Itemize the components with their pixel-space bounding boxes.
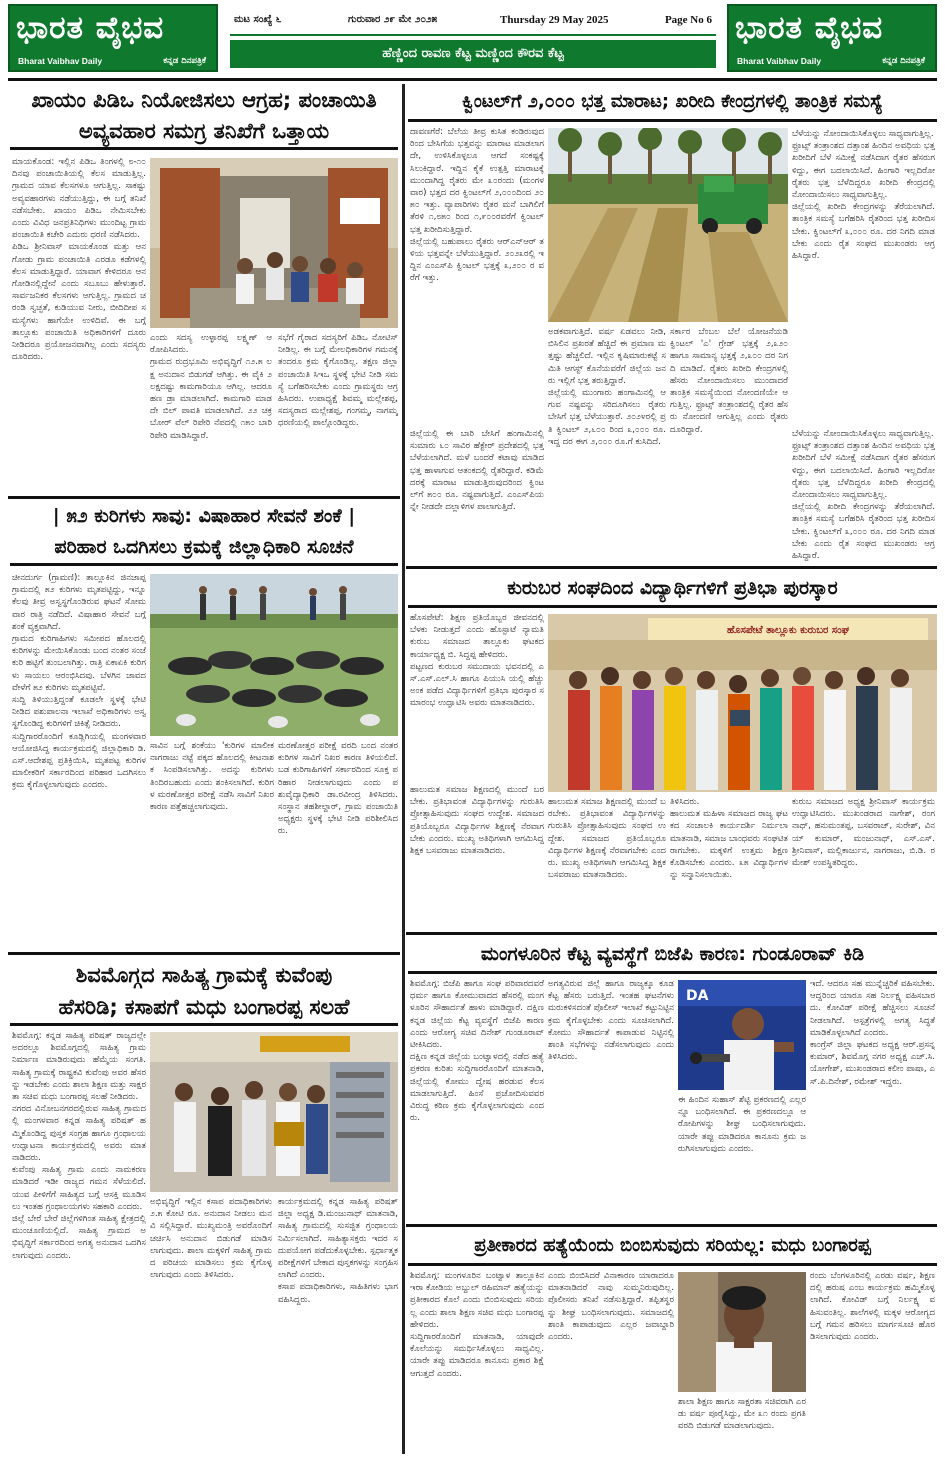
section-divider [8,496,400,499]
section-divider [406,932,937,935]
story-body: ದಾವಣಗೆರೆ: ಬೆಲೆಯ ತೀವ್ರ ಕುಸಿತ ಕಂಡಿರುವುದರಿಂದ ಬೇಸಿಗೆಯ ಭತ್ತವನ್ನು ಮಾರಾಟ ಮಾಡಲಾಗದೇ, ಉಳಿಸಿಕೊಳ್ಳಲೂ ಆಗದೆ ಸಂಕಷ್ಟಕ್ಕೆ ಸಿಲುಕಿದ್ದಾರೆ. ಇದ್ದಿನ ಕೈಕೆ ಉತ್ಪತ್ತಿ ಮಾರಾಟಕ್ಕೆ ಮುಂದಾಗಿದ್ದ ರೈತರು ಮೇ ೩೦ರಂದು (ಮಂಗಳವಾರ) ಭತ್ತದ ದರ ಕ್ವಿಂಟಲ್‌ಗೆ ೨,೦೦೦ದಿಂದ ೨೦೫೦ ಇತ್ತು. ವ್ಯಾಪಾರಿಗಳು ರೈತರ ಮನೆ ಬಾಗಿಲಿಗೆ ತೆರಳಿ ೧,೮೫೦ ರಿಂದ ೧,೯೦೦ರವರೆಗೆ ಕ್ವಿಂಟಲ್ ಭತ್ತ ಖರೀದಿಸುತ್ತಿದ್ದಾರೆ. ಜಿಲ್ಲೆಯಲ್ಲಿ ಬಹುಪಾಲು ರೈತರು ಆರ್‌ಎನ್‌ಆರ್ ತಳಿಯ ಭತ್ತವನ್ನೇ ಬೆಳೆಯುತ್ತಿದ್ದಾರೆ. ೨೦೨೩ರಲ್ಲಿ ಇದ್ದಿನ ಎಂಎಸ್‌ಪಿ ಕ್ವಿಂಟಲ್ ಭತ್ತಕ್ಕೆ ೩,೨೦೦ ರ ವರೆಗೆ ಇತ್ತು. [410,127,544,284]
story-body-continued: ಬೆಳೆಯನ್ನು ನೋಂದಾಯಿಸಿಕೊಳ್ಳಲು ಸಾಧ್ಯವಾಗುತ್ತಿಲ್ಲ. ಫ್ರೂಟ್ಸ್ ತಂತ್ರಾಂಶದ ದತ್ತಾಂಶ ಹಿಂದಿನ ಅವಧಿಯ ಭತ್ತ ಖರೀದಿಗೆ ಬೆಳೆ ಸಮೀಕ್ಷೆ ನಡೆಸಿದಾಗ ರೈತರ ಹೆಸರುಗಳಿದ್ದು, ಈಗ ಬದಲಾಯಿಸಿದೆ. ಹಿಂಗಾರಿ ಇಲ್ಲದಿರೋ ರೈತರು ಭತ್ತ ಬೆಳೆದಿದ್ದರೂ ಖರೀದಿ ಕೇಂದ್ರದಲ್ಲಿ ನೋಂದಾಯಿಸಲು ಸಾಧ್ಯವಾಗುತ್ತಿಲ್ಲ. ಜಿಲ್ಲೆಯಲ್ಲಿ ಖರೀದಿ ಕೇಂದ್ರಗಳನ್ನು ತೆರೆಯಲಾಗಿದೆ. ತಾಂತ್ರಿಕ ಸಮಸ್ಯೆ ಬಗೆಹರಿಸಿ ರೈತರಿಂದ ಭತ್ತ ಖರೀದಿಸಬೇಕು. ಕ್ವಿಂಟಲ್‌ಗೆ ೩,೦೦೦ ರೂ. ದರ ನಿಗದಿ ಮಾಡಬೇಕು ಎಂದು ರೈತ ಸಂಘದ ಮುಖಂಡರು ಆಗ್ರಹಿಸಿದ್ದಾರೆ. [792,129,935,262]
story-body-continued: ತಿಳಿಸಿದರು. ಹಾಲುಮತ ಮಹಿಳಾ ಸಮಾಜದ ರಾಜ್ಯ ಘಟಕದ ಸಂಚಾಲಕಿ ಕಾರ್ಯದರ್ಶಿ ನಿರ್ಮಲಾ ಮಾತನಾಡಿ, ಸಮಾಜ ಬಾಂಧವರು ಸಂಘಟಿತರಾಗಬೇಕು. ಮಕ್ಕಳಿಗೆ ಉತ್ತಮ ಶಿಕ್ಷಣ ಕೊಡಿಸಬೇಕು ಎಂದರು. ೩೫ ವಿದ್ಯಾರ್ಥಿಗಳನ್ನು ಸನ್ಮಾನಿಸಲಾಯಿತು. [670,797,788,881]
story-body-continued: ಅಡಕವಾಗುತ್ತಿದೆ. ವರ್ಷ ಏಡವಲು ನೀಡಿ, ಬಿಸಿಲಿನ ಪ್ರಖರತೆ ಹೆಚ್ಚಿದೆ ಈ ಪ್ರಮಾಣ ಮತ್ತಷ್ಟು ಹೆಚ್ಚಲಿದೆ. ಇಲ್ಲಿನ ಕೃಷಿಮಾರುಕಟ್ಟೆ ಸಮಿತಿ ಆಗಸ್ಟ್ ಕೊನೆಯವರೆಗೆ ಜಿಲ್ಲೆಯ ಜನರು ಇಲ್ಲಿಗೆ ಭತ್ತ ತರುತ್ತಿದ್ದಾರೆ. ಜಿಲ್ಲೆಯಲ್ಲಿ ಮುಂಗಾರು ಹಂಗಾಮಿನಲ್ಲಿ ಆಗುವ ನಷ್ಟವನ್ನು ಸರಿದೂಗಿಸಲು ರೈತರು ಬೇಸಿಗೆ ಭತ್ತ ಬೆಳೆಯುತ್ತಾರೆ. ೨೦೨೪ರಲ್ಲಿ ಪ್ರತಿ ಕ್ವಿಂಟಲ್ ೨,೬೦೦ ರಿಂದ ೩,೦೦೦ ರೂ. ಇದ್ದ ದರ ಈಗ ೨,೦೦೦ ರೂ.ಗೆ ಕುಸಿದಿದೆ. [548,327,666,447]
date-kannada: ಗುರುವಾರ ೨೯ ಮೇ ೨೦೨೫ [348,14,438,25]
logo-subtitle-en: Bharat Vaibhav Daily [737,56,822,66]
section-divider [406,1224,937,1227]
story-body-continued: ಹಾಲುಮತ ಸಮಾಜ ಶಿಕ್ಷಣದಲ್ಲಿ ಮುಂದೆ ಬರಬೇಕು. ಪ್ರತಿಭಾವಂತ ವಿದ್ಯಾರ್ಥಿಗಳನ್ನು ಗುರುತಿಸಿ ಪ್ರೋತ್ಸಾಹಿಸುವುದು ಸಂಘದ ಉದ್ದೇಶ. ಸಮಾಜದ ಪ್ರತಿಯೊಬ್ಬರೂ ವಿದ್ಯಾರ್ಥಿಗಳ ಶಿಕ್ಷಣಕ್ಕೆ ನೆರವಾಗಬೇಕು ಎಂದರು. ಮುಖ್ಯ ಅತಿಥಿಗಳಾಗಿ ಆಗಮಿಸಿದ್ದ ಶಿಕ್ಷಕ ಬಸವರಾಜು ಮಾತನಾಡಿದರು. [548,797,666,881]
masthead-divider [8,78,937,81]
story-headline: ಅವ್ಯವಹಾರ ಸಮಗ್ರ ತನಿಖೆಗೆ ಒತ್ತಾಯ [10,116,398,150]
story-body: ಹೊಸಪೇಟೆ: ಶಿಕ್ಷಣ ಪ್ರತಿಯೊಬ್ಬರ ಜೀವನದಲ್ಲಿ ಬೆಳಕು ನೀಡುತ್ತದೆ ಎಂದು ಹೊಸ್ಪಾಟೆ ನ್ಯಾಮತಿ ಕುರುಬ ಸಮಾಜದ ತಾಲ್ಲೂಕು ಘಟಕದ ಕಾರ್ಯಾಧ್ಯಕ್ಷ ಬಿ. ಸಿದ್ದಪ್ಪ ಹೇಳಿದರು. ಪಟ್ಟಣದ ಕುರುಬರ ಸಮುದಾಯ ಭವನದಲ್ಲಿ ಎಸ್.ಎಸ್.ಎಲ್.ಸಿ ಹಾಗೂ ಪಿಯುಸಿ ಯಲ್ಲಿ ಹೆಚ್ಚು ಅಂಕ ಪಡೆದ ವಿದ್ಯಾರ್ಥಿಗಳಿಗೆ ಪ್ರತಿಭಾ ಪುರಸ್ಕಾರ ಸಮಾರಂಭ ಉದ್ಘಾಟಿಸಿ ಅವರು ಮಾತನಾಡಿದರು. [410,613,544,709]
story-photo-award-ceremony [548,614,937,792]
story-headline: ಹೆಸರಿಡಿ; ಕಸಾಪಗೆ ಮಧು ಬಂಗಾರಪ್ಪ ಸಲಹೆ [10,992,398,1026]
story-body-continued: ಸರ್ಕಾರ ಬೆಂಬಲ ಬೆಲೆ ಯೋಜನೆಯಡಿ ಕ್ವಿಂಟಲ್ 'ಎ' ಗ್ರೇಡ್ ಭತ್ತಕ್ಕೆ ೨,೩೨೦ ಹಾಗೂ ಸಾಮಾನ್ಯ ಭತ್ತಕ್ಕೆ ೨,೩೦೦ ದರ ನಿಗದಿ ಮಾಡಿದೆ. ರೈತರು ಖರೀದಿ ಕೇಂದ್ರಗಳಲ್ಲಿ ಹೆಸರು ನೋಂದಾಯಿಸಲು ಮುಂದಾದರೆ ತಾಂತ್ರಿಕ ಸಮಸ್ಯೆಯಿಂದ ನೋಂದಣಿಯೇ ಆಗುತ್ತಿಲ್ಲ. ಫ್ರೂಟ್ಸ್ ತಂತ್ರಾಂಶದಲ್ಲಿ ರೈತರ ಹೆಸರು ನೋಂದಣಿ ಆಗುತ್ತಿಲ್ಲ ಎಂದು ರೈತರು ದೂರಿದ್ದಾರೆ. [670,327,788,435]
story-photo-paddy-harvest [548,128,788,322]
story-headline: ಖಾಯಂ ಪಿಡಿಒ ನಿಯೋಜಿಸಲು ಆಗ್ರಹ; ಪಂಚಾಯಿತಿ [31,88,377,112]
story-body-continued: ಹಾಲುಮತ ಸಮಾಜ ಶಿಕ್ಷಣದಲ್ಲಿ ಮುಂದೆ ಬರಬೇಕು. ಪ್ರತಿಭಾವಂತ ವಿದ್ಯಾರ್ಥಿಗಳನ್ನು ಗುರುತಿಸಿ ಪ್ರೋತ್ಸಾಹಿಸುವುದು ಸಂಘದ ಉದ್ದೇಶ. ಸಮಾಜದ ಪ್ರತಿಯೊಬ್ಬರೂ ವಿದ್ಯಾರ್ಥಿಗಳ ಶಿಕ್ಷಣಕ್ಕೆ ನೆರವಾಗಬೇಕು ಎಂದರು. ಮುಖ್ಯ ಅತಿಥಿಗಳಾಗಿ ಆಗಮಿಸಿದ್ದ ಶಿಕ್ಷಕ ಬಸವರಾಜು ಮಾತನಾಡಿದರು. [410,785,544,857]
story-photo-dead-sheep [150,574,398,736]
story-body-continued: ಸಭೆಗೆ ಗೈರಾದ ಸದಸ್ಯರಿಗೆ ಪಿಡಿಒ ನೋಟಿಸ್ ನೀಡಿಲ್ಲ. ಈ ಬಗ್ಗೆ ಮೇಲಧಿಕಾರಿಗಳ ಗಮನಕ್ಕೆ ತಂದರೂ ಕ್ರಮ ಕೈಗೊಂಡಿಲ್ಲ. ತಕ್ಷಣ ಜಿಲ್ಲಾ ಪಂಚಾಯಿತಿ ಸಿಇಒ ಸ್ಥಳಕ್ಕೆ ಭೇಟಿ ನೀಡಿ ಸಮಸ್ಯೆ ಬಗೆಹರಿಸಬೇಕು ಎಂದು ಗ್ರಾಮಸ್ಥರು ಆಗ್ರಹಿಸಿದರು. ಉಪಾಧ್ಯಕ್ಷೆ ಶಿವಮ್ಮ ಮಲ್ಲೇಶಪ್ಪ, ಸದಸ್ಯರಾದ ಮಲ್ಲೇಶಪ್ಪ, ಗಂಗಮ್ಮ, ನಾಗಮ್ಮ ಧರಣಿಯಲ್ಲಿ ಪಾಲ್ಗೊಂಡಿದ್ದರು. [278,333,398,429]
story-headline: ಪರಿಹಾರ ಒದಗಿಸಲು ಕ್ರಮಕ್ಕೆ ಜಿಲ್ಲಾಧಿಕಾರಿ ಸೂಚನೆ [10,532,398,566]
story-body-continued: ಅಗತ್ಯವಿರುವ ಜಿಲ್ಲೆ ಹಾಗೂ ರಾಜ್ಯಕ್ಕೂ ಕೂಡ ಕೆಟ್ಟ ಹೆಸರು ಬರುತ್ತಿದೆ. ಇಂತಹ ಘಟನೆಗಳು ಮರುಕಳಿಸದಂತೆ ಪೊಲೀಸ್ ಇಲಾಖೆ ಕಟ್ಟುನಿಟ್ಟಿನ ಕ್ರಮ ಕೈಗೊಳ್ಳಬೇಕು ಎಂದು ಸೂಚಿಸಲಾಗಿದೆ. ಕೋಮು ಸೌಹಾರ್ದತೆ ಕಾಪಾಡುವ ನಿಟ್ಟಿನಲ್ಲಿ ಶಾಂತಿ ಸಭೆಗಳನ್ನು ನಡೆಸಲಾಗುವುದು ಎಂದು ತಿಳಿಸಿದರು. [548,979,674,1063]
story-body-continued: ಕುರುಬ ಸಮಾಜದ ಅಧ್ಯಕ್ಷ ಶ್ರೀನಿವಾಸ್ ಕಾರ್ಯಕ್ರಮ ಉದ್ಘಾಟಿಸಿದರು. ಮುಖಂಡರಾದ ನಾಗೇಶ್, ರಂಗನಾಥ್, ಹನುಮಂತಪ್ಪ, ಬಸವರಾಜ್, ಸುರೇಶ್, ವಿನಯ್ ಕುಮಾರ್, ಮಂಜುನಾಥ್, ಎಸ್.ಎಸ್.ಶ್ರೀನಿವಾಸ್, ಮಲ್ಲಿಕಾರ್ಜುನ, ನಾಗರಾಜು, ಬಿ.ಡಿ. ರಮೇಶ್ ಉಪಸ್ಥಿತರಿದ್ದರು. [792,797,935,869]
story-body-continued: ಸಾವಿನ ಬಗ್ಗೆ ಶಂಕೆಯು 'ಕುರಿಗಳ ಮಾಲೀಕ ನಾಗರಾಜು ನಟ್ಟೆ ಪಕ್ಕದ ಹೊಲದಲ್ಲಿ ಕೀಟನಾಶಕ ಸಿಂಪಡಿಸಲಾಗಿತ್ತು. ಅದನ್ನು ಕುರಿಗಳು ತಿಂದಿರಬಹುದು ಎಂದು ಶಂಕಿಸಲಾಗಿದೆ. ಕುರಿಗಳ ಮರಣೋತ್ತರ ಪರೀಕ್ಷೆ ನಡೆಸಿ ಸಾವಿಗೆ ನಿಖರ ಕಾರಣ ಪತ್ತೆಹಚ್ಚಲಾಗುವುದು. [150,741,274,813]
newspaper-logo-right [727,4,937,72]
story-body-continued: ಕಾರ್ಯಕ್ರಮದಲ್ಲಿ ಕನ್ನಡ ಸಾಹಿತ್ಯ ಪರಿಷತ್ ಜಿಲ್ಲಾ ಅಧ್ಯಕ್ಷ ಡಿ.ಮಂಜುನಾಥ್ ಮಾತನಾಡಿ, ಸಾಹಿತ್ಯ ಗ್ರಾಮದಲ್ಲಿ ಸುಸಜ್ಜಿತ ಗ್ರಂಥಾಲಯ ನಿರ್ಮಿಸಲಾಗಿದೆ. ಸಾಹಿತ್ಯಾಸಕ್ತರು ಇದರ ಸದುಪಯೋಗ ಪಡೆದುಕೊಳ್ಳಬೇಕು. ಸ್ಪರ್ಧಾತ್ಮಕ ಪರೀಕ್ಷೆಗಳಿಗೆ ಬೇಕಾದ ಪುಸ್ತಕಗಳನ್ನು ಸಂಗ್ರಹಿಸಲಾಗಿದೆ ಎಂದರು. ಕಸಾಪ ಪದಾಧಿಕಾರಿಗಳು, ಸಾಹಿತಿಗಳು ಭಾಗವಹಿಸಿದ್ದರು. [278,1197,398,1305]
story-body: ಶಿವಮೊಗ್ಗ: ಕನ್ನಡ ಸಾಹಿತ್ಯ ಪರಿಷತ್ ರಾಜ್ಯದಲ್ಲೇ ಅದರಲ್ಲೂ ಶಿವಮೊಗ್ಗದಲ್ಲಿ ಸಾಹಿತ್ಯ ಗ್ರಾಮ ನಿರ್ಮಾಣ ಮಾಡಿರುವುದು ಹೆಮ್ಮೆಯ ಸಂಗತಿ. ಸಾಹಿತ್ಯ ಗ್ರಾಮಕ್ಕೆ ರಾಷ್ಟ್ರಕವಿ ಕುವೆಂಪು ಅವರ ಹೆಸರನ್ನು ಇಡಬೇಕು ಎಂದು ಶಾಲಾ ಶಿಕ್ಷಣ ಮತ್ತು ಸಾಕ್ಷರತಾ ಸಚಿವ ಮಧು ಬಂಗಾರಪ್ಪ ಸಲಹೆ ನೀಡಿದರು. ನಗರದ ವಿನೋಬನಗರದಲ್ಲಿರುವ ಸಾಹಿತ್ಯ ಗ್ರಾಮದಲ್ಲಿ ಮಂಗಳವಾರ ಕನ್ನಡ ಸಾಹಿತ್ಯ ಪರಿಷತ್ ಹಮ್ಮಿಕೊಂಡಿದ್ದ ಪುಸ್ತಕ ಸಂಗ್ರಹ ಹಾಗೂ ಗ್ರಂಥಾಲಯ ಉದ್ಘಾಟನಾ ಕಾರ್ಯಕ್ರಮದಲ್ಲಿ ಅವರು ಮಾತನಾಡಿದರು. ಕುವೆಂಪು ಸಾಹಿತ್ಯ ಗ್ರಾಮ ಎಂದು ನಾಮಕರಣ ಮಾಡಿದರೆ ಇಡೀ ರಾಜ್ಯದ ಗಮನ ಸೆಳೆಯಲಿದೆ. ಯುವ ಪೀಳಿಗೆಗೆ ಸಾಹಿತ್ಯದ ಬಗ್ಗೆ ಆಸಕ್ತಿ ಮೂಡಿಸಲು ಇಂತಹ ಗ್ರಂಥಾಲಯಗಳು ಸಹಕಾರಿ ಎಂದರು. ಜಿಲ್ಲೆ ಬೇರೆ ಬೇರೆ ಜಿಲ್ಲೆಗಳಿಗಿಂತ ಸಾಹಿತ್ಯ ಕ್ಷೇತ್ರದಲ್ಲಿ ಮುಂಚೂಣಿಯಲ್ಲಿದೆ. ಸಾಹಿತ್ಯ ಗ್ರಾಮದ ಅಭಿವೃದ್ಧಿಗೆ ಸರ್ಕಾರದಿಂದ ಅಗತ್ಯ ಅನುದಾನ ಒದಗಿಸಲಾಗುವುದು ಎಂದರು. [12,1031,146,1261]
tagline-banner: ಹೆಣ್ಣಿಂದ ರಾವಣ ಕೆಟ್ಟ ಮಣ್ಣಿಂದ ಕೌರವ ಕೆಟ್ಟ [230,40,716,68]
story-body: ಶಿವಮೊಗ್ಗ: ಬಿಜೆಪಿ ಹಾಗೂ ಸಂಘ ಪರಿವಾರದವರೆ ಧರ್ಮ ಹಾಗೂ ಕೋಮುವಾದದ ಹೆಸರಲ್ಲಿ ಮಂಗಳೂರಿನ ಸೌಹಾರ್ದತೆ ಹಾಳು ಮಾಡಿದ್ದಾರೆ. ದಕ್ಷಿಣ ಕನ್ನಡ ಜಿಲ್ಲೆಯ ಕೆಟ್ಟ ವ್ಯವಸ್ಥೆಗೆ ಬಿಜೆಪಿ ಕಾರಣ ಎಂದು ಆರೋಗ್ಯ ಸಚಿವ ದಿನೇಶ್ ಗುಂಡೂರಾವ್ ಟೀಕಿಸಿದರು. ದಕ್ಷಿಣ ಕನ್ನಡ ಜಿಲ್ಲೆಯ ಬಂಟ್ವಾಳದಲ್ಲಿ ನಡೆದ ಹತ್ಯೆ ಪ್ರಕರಣ ಕುರಿತು ಸುದ್ದಿಗಾರರೊಂದಿಗೆ ಮಾತನಾಡಿ, ಜಿಲ್ಲೆಯಲ್ಲಿ ಕೋಮು ದ್ವೇಷ ಹರಡುವ ಕೆಲಸ ಮಾಡಲಾಗುತ್ತಿದೆ. ಹಿಂಸೆ ಪ್ರಚೋದಿಸುವವರ ವಿರುದ್ಧ ಕಠಿಣ ಕ್ರಮ ಕೈಗೊಳ್ಳಲಾಗುವುದು ಎಂದರು. [410,979,544,1124]
story-body-continued: ಮರಣೋತ್ತರ ಪರೀಕ್ಷೆ ವರದಿ ಬಂದ ನಂತರ ಕುರಿಗಳ ಸಾವಿಗೆ ನಿಖರ ಕಾರಣ ತಿಳಿಯಲಿದೆ. ಬಡ ಕುರಿಗಾಹಿಗಳಿಗೆ ಸರ್ಕಾರದಿಂದ ಸೂಕ್ತ ಪರಿಹಾರ ನೀಡಲಾಗುವುದು ಎಂದು ಪಶುವೈದ್ಯಾಧಿಕಾರಿ ಡಾ.ರವೀಂದ್ರ ತಿಳಿಸಿದರು. ಸಂಸ್ಥಾನ ತಹಶೀಲ್ದಾರ್, ಗ್ರಾಮ ಪಂಚಾಯಿತಿ ಅಧ್ಯಕ್ಷರು ಸ್ಥಳಕ್ಕೆ ಭೇಟಿ ನೀಡಿ ಪರಿಶೀಲಿಸಿದರು. [278,741,398,837]
story-caption-text: ಅಭಿವೃದ್ಧಿಗೆ ಇಲ್ಲಿನ ಕಸಾಪ ಪದಾಧಿಕಾರಿಗಳು ೨.೫ ಕೋಟಿ ರೂ. ಅನುದಾನ ನೀಡಲು ಮನವಿ ಸಲ್ಲಿಸಿದ್ದಾರೆ. ಮುಖ್ಯಮಂತ್ರಿ ಅವರೊಂದಿಗೆ ಚರ್ಚಿಸಿ ಅನುದಾನ ಬಿಡುಗಡೆ ಮಾಡಿಸಲಾಗುವುದು. ಶಾಲಾ ಮಕ್ಕಳಿಗೆ ಸಾಹಿತ್ಯ ಗ್ರಾಮದ ಪರಿಚಯ ಮಾಡಿಸಲು ಕ್ರಮ ಕೈಗೊಳ್ಳಲಾಗುವುದು ಎಂದು ತಿಳಿಸಿದರು. [150,1197,272,1281]
story-body: ಶಿವಮೊಗ್ಗ: ಮಂಗಳೂರಿನ ಬಂಟ್ವಾಳ ತಾಲ್ಲೂಕಿನ ಇರಾ ಕೋಡಿಯ ಅಬ್ದುಲ್ ರಹಿಮಾನ್ ಹತ್ಯೆಯನ್ನು ಪ್ರತೀಕಾರದ ಕೊಲೆ ಎಂದು ಬಿಂಬಿಸುವುದು ಸರಿಯಲ್ಲ ಎಂದು ಶಾಲಾ ಶಿಕ್ಷಣ ಸಚಿವ ಮಧು ಬಂಗಾರಪ್ಪ ಹೇಳಿದರು. ಸುದ್ದಿಗಾರರೊಂದಿಗೆ ಮಾತನಾಡಿ, ಯಾವುದೇ ಕೊಲೆಯನ್ನು ಸಮರ್ಥಿಸಿಕೊಳ್ಳಲು ಸಾಧ್ಯವಿಲ್ಲ. ಯಾರೇ ತಪ್ಪು ಮಾಡಿದರೂ ಕಾನೂನು ಪ್ರಕಾರ ಶಿಕ್ಷೆ ಆಗುತ್ತದೆ ಎಂದರು. [410,1271,544,1379]
story-caption-text: ಎಂದು ಸದಸ್ಯ ಉಳ್ಳಾರಪ್ಪ ಲಕ್ಷ್ಮಣ್ ಆರೋಪಿಸಿದರು. ಗ್ರಾಮದ ರುದ್ರಭೂಮಿ ಅಭಿವೃದ್ಧಿಗೆ ೧೨.೫ ಲಕ್ಷ ಅನುದಾನ ಬಿಡುಗಡೆ ಆಗಿತ್ತು. ಈ ವೈಕಿ ೨ ಲಕ್ಷದಷ್ಟು ಕಾಮಗಾರಿಯೂ ಆಗಿಲ್ಲ. ಆದರೂ ಹಣ ಡ್ರಾ ಮಾಡಲಾಗಿದೆ. ಕಾಮಗಾರಿ ಮಾಡದೇ ಬಿಲ್ ಪಾವತಿ ಮಾಡಲಾಗಿದೆ. ೨೨ ಚಕ್ರ ಬೋರ್ ವೆಲ್ ರಿಪೇರಿ ನೆಪದಲ್ಲಿ ೧೫೦ ಬಾರಿ ರಿಪೇರಿ ಮಾಡಿಸಿದ್ದಾರೆ. [150,333,272,441]
logo-title: ಭಾರತ ವೈಭವ [735,10,884,46]
story-body-continued: ರಂದು ಬೆಂಗಳೂರಿನಲ್ಲಿ ಎರಡು ವರ್ಷ, ಶಿಕ್ಷಣದಲ್ಲಿ ಹರುಷ ಎಂಬ ಕಾರ್ಯಕ್ರಮ ಹಮ್ಮಿಕೊಳ್ಳಲಾಗಿದೆ. ಕೋವಿಡ್ ಬಗ್ಗೆ ನಿರ್ಲಕ್ಷ್ಯ ವಹಿಸುವಂತಿಲ್ಲ. ಶಾಲೆಗಳಲ್ಲಿ ಮಕ್ಕಳ ಆರೋಗ್ಯದ ಬಗ್ಗೆ ಗಮನ ಹರಿಸಲು ಮಾರ್ಗಸೂಚಿ ಹೊರಡಿಸಲಾಗುವುದು ಎಂದರು. [810,1271,935,1343]
story-photo-minister-press [678,980,806,1090]
logo-subtitle-kn: ಕನ್ನಡ ದಿನಪತ್ರಿಕೆ [163,56,206,66]
page-number: Page No 6 [664,14,712,26]
story-photo-minister-portrait [678,1272,806,1392]
section-divider [8,952,400,955]
story-headline: ಕುರುಬರ ಸಂಘದಿಂದ ವಿದ್ಯಾರ್ಥಿಗಳಿಗೆ ಪ್ರತಿಭಾ ಪುರಸ್ಕಾರ [408,572,937,608]
svg-text:DA: DA [686,988,709,1004]
story-headline: ಮಂಗಳೂರಿನ ಕೆಟ್ಟ ವ್ಯವಸ್ಥೆಗೆ ಬಿಜೆಪಿ ಕಾರಣ: ಗುಂಡೂರಾವ್ ಕಿಡಿ [408,938,937,974]
column-divider [402,84,405,1454]
issue-number: ಮಟ ಸಂಖ್ಯೆ ೬ [234,14,282,25]
newspaper-logo-left [8,4,218,72]
story-headline: ಶಿವಮೊಗ್ಗದ ಸಾಹಿತ್ಯ ಗ್ರಾಮಕ್ಕೆ ಕುವೆಂಪು [75,963,333,987]
story-headline: ಪ್ರತೀಕಾರದ ಹತ್ಯೆಯೆಂದು ಬಿಂಬಿಸುವುದು ಸರಿಯಲ್ಲ: ಮಧು ಬಂಗಾರಪ್ಪ [408,1230,937,1266]
masthead [8,4,937,74]
story-photo-library-inauguration [150,1032,398,1192]
story-body-continued: ಇದೆ. ಆದರೂ ಸಹ ಮುನ್ನೆಚ್ಚರಿಕೆ ವಹಿಸಬೇಕು. ಆದ್ದರಿಂದ ಯಾರೂ ಸಹ ನಿರ್ಲಕ್ಷ್ಯ ವಹಿಸಬಾರದು. ಕೋವಿಡ್ ಪರೀಕ್ಷೆ ಹೆಚ್ಚಿಸಲು ಸೂಚನೆ ನೀಡಲಾಗಿದೆ. ಆಸ್ಪತ್ರೆಗಳಲ್ಲಿ ಅಗತ್ಯ ಸಿದ್ಧತೆ ಮಾಡಿಕೊಳ್ಳಲಾಗಿದೆ ಎಂದರು. ಕಾಂಗ್ರೆಸ್ ಜಿಲ್ಲಾ ಘಟಕದ ಅಧ್ಯಕ್ಷ ಆರ್.ಪ್ರಸನ್ನ ಕುಮಾರ್, ಶಿವಮೊಗ್ಗ ನಗರ ಅಧ್ಯಕ್ಷ ಎಚ್.ಸಿ.ಯೋಗೇಶ್, ಮುಖಂಡರಾದ ಕಲೀಂ ಪಾಷಾ, ಎಸ್.ಪಿ.ದಿನೇಶ್, ರಮೇಶ್ ಇದ್ದರು. [810,979,935,1087]
story-body-continued: ಜಿಲ್ಲೆಯಲ್ಲಿ ಈ ಬಾರಿ ಬೇಸಿಗೆ ಹಂಗಾಮಿನಲ್ಲಿ ಸುಮಾರು ೬೦ ಸಾವಿರ ಹೆಕ್ಟೇರ್ ಪ್ರದೇಶದಲ್ಲಿ ಭತ್ತ ಬೆಳೆಯಲಾಗಿದೆ. ಮಳೆ ಬಂದರೆ ಕಟಾವು ಮಾಡಿದ ಭತ್ತ ಹಾಳಾಗುವ ಆತಂಕದಲ್ಲಿ ರೈತರಿದ್ದಾರೆ. ಕಡಿಮೆ ದರಕ್ಕೆ ಮಾರಾಟ ಮಾಡುತ್ತಿರುವುದರಿಂದ ಕ್ವಿಂಟಲ್‌ಗೆ ೫೦೦ ರೂ. ನಷ್ಟವಾಗುತ್ತಿದೆ. ಎಂಎಸ್‌ಪಿಯನ್ನೇ ನೀಡದೇ ದಲ್ಲಾಳಿಗಳ ಪಾಲಾಗುತ್ತಿದೆ. [410,429,544,513]
issue-info-bar [230,12,716,32]
logo-title: ಭಾರತ ವೈಭವ [16,10,165,46]
logo-subtitle-en: Bharat Vaibhav Daily [18,56,103,66]
story-caption-text: ಈ ಹಿಂದಿನ ಸುಹಾಸ್ ಶೆಟ್ಟಿ ಪ್ರಕರಣದಲ್ಲಿ ಎಲ್ಲರನ್ನೂ ಬಂಧಿಸಲಾಗಿದೆ. ಈ ಪ್ರಕರಣದಲ್ಲೂ ಆರೋಪಿಗಳನ್ನು ಶೀಘ್ರ ಬಂಧಿಸಲಾಗುವುದು. ಯಾರೇ ತಪ್ಪು ಮಾಡಿದರೂ ಕಾನೂನು ಕ್ರಮ ಜರುಗಿಸಲಾಗುವುದು ಎಂದರು. [678,1095,806,1154]
section-divider [406,566,937,569]
logo-subtitle-kn: ಕನ್ನಡ ದಿನಪತ್ರಿಕೆ [882,56,925,66]
date-english: Thursday 29 May 2025 [500,14,609,26]
info-divider [230,34,716,36]
story-caption-text: ಶಾಲಾ ಶಿಕ್ಷಣ ಹಾಗೂ ಸಾಕ್ಷರತಾ ಸಚಿವರಾಗಿ ಎರಡು ವರ್ಷ ಪೂರೈಸಿದ್ದು, ಮೇ ೩೧ ರಂದು ಪ್ರಗತಿ ವರದಿ ಬಿಡುಗಡೆ ಮಾಡಲಾಗುವುದು. [678,1397,806,1432]
story-body-continued: ಎಂದು ಬಿಂಬಿಸಿದರೆ ವಿನಾಕಾರಣ ಯಾರಾದರೂ ಮಾತನಾಡಿದರೆ ನಾವು ಸುಮ್ಮನಿರುವುದಿಲ್ಲ. ಪೊಲೀಸರು ತನಿಖೆ ನಡೆಸುತ್ತಿದ್ದಾರೆ. ತಪ್ಪಿತಸ್ಥರನ್ನು ಶೀಘ್ರ ಬಂಧಿಸಲಾಗುವುದು. ಸಮಾಜದಲ್ಲಿ ಶಾಂತಿ ಕಾಪಾಡುವುದು ಎಲ್ಲರ ಜವಾಬ್ದಾರಿ ಎಂದರು. [548,1271,674,1343]
story-headline: ಕ್ವಿಂಟಲ್‌ಗೆ ೨,೦೦೦ ಭತ್ತ ಮಾರಾಟ; ಖರೀದಿ ಕೇಂದ್ರಗಳಲ್ಲಿ ತಾಂತ್ರಿಕ ಸಮಸ್ಯೆ [408,86,937,122]
story-body-continued: ಬೆಳೆಯನ್ನು ನೋಂದಾಯಿಸಿಕೊಳ್ಳಲು ಸಾಧ್ಯವಾಗುತ್ತಿಲ್ಲ. ಫ್ರೂಟ್ಸ್ ತಂತ್ರಾಂಶದ ದತ್ತಾಂಶ ಹಿಂದಿನ ಅವಧಿಯ ಭತ್ತ ಖರೀದಿಗೆ ಬೆಳೆ ಸಮೀಕ್ಷೆ ನಡೆಸಿದಾಗ ರೈತರ ಹೆಸರುಗಳಿದ್ದು, ಈಗ ಬದಲಾಯಿಸಿದೆ. ಹಿಂಗಾರಿ ಇಲ್ಲದಿರೋ ರೈತರು ಭತ್ತ ಬೆಳೆದಿದ್ದರೂ ಖರೀದಿ ಕೇಂದ್ರದಲ್ಲಿ ನೋಂದಾಯಿಸಲು ಸಾಧ್ಯವಾಗುತ್ತಿಲ್ಲ. ಜಿಲ್ಲೆಯಲ್ಲಿ ಖರೀದಿ ಕೇಂದ್ರಗಳನ್ನು ತೆರೆಯಲಾಗಿದೆ. ತಾಂತ್ರಿಕ ಸಮಸ್ಯೆ ಬಗೆಹರಿಸಿ ರೈತರಿಂದ ಭತ್ತ ಖರೀದಿಸಬೇಕು. ಕ್ವಿಂಟಲ್‌ಗೆ ೩,೦೦೦ ರೂ. ದರ ನಿಗದಿ ಮಾಡಬೇಕು ಎಂದು ರೈತ ಸಂಘದ ಮುಖಂಡರು ಆಗ್ರಹಿಸಿದ್ದಾರೆ. [792,429,935,562]
story-photo-panchayat-office [150,158,398,328]
story-headline: | ೫೨ ಕುರಿಗಳು ಸಾವು: ವಿಷಾಹಾರ ಸೇವನೆ ಶಂಕೆ | [52,505,356,527]
stage-banner-text: ಹೊಸಪೇಟೆ ತಾಲ್ಲೂಕು ಕುರುಬರ ಸಂಘ [726,625,850,636]
story-body: ಮಾಯಕೊಂಡ: ಇಲ್ಲಿನ ಪಿಡಿಒ ತಿಂಗಳಲ್ಲಿ ೮-೧೦ ದಿನವು ಪಂಚಾಯಿತಿಯಲ್ಲಿ ಕೆಲಸ ಮಾಡುತ್ತಿಲ್ಲ. ಗ್ರಾಮದ ಯಾವ ಕೆಲಸಗಳೂ ಆಗುತ್ತಿಲ್ಲ. ಸಾಕಷ್ಟು ಅವ್ಯವಹಾರಗಳು ನಡೆಯುತ್ತಿದ್ದು, ಈ ಬಗ್ಗೆ ತನಿಖೆ ನಡೆಸಬೇಕು. ಖಾಯಂ ಪಿಡಿಒ ನೇಮಿಸಬೇಕು ಎಂದು ವಿವಿಧ ಜನಪ್ರತಿನಿಧಿಗಳು ಮುಂದಿಟ್ಟ ಗ್ರಾಮ ಪಂಚಾಯಿತಿ ಕಚೇರಿ ಎದುರು ಧರಣಿ ನಡೆಸಿದರು. ಪಿಡಿಒ ಶ್ರೀನಿವಾಸ್ ಮಾಯಕೊಂಡ ಮತ್ತು ಆನಗೋಡು ಗ್ರಾಮ ಪಂಚಾಯಿತಿ ಎರಡೂ ಕಡೆಗಳಲ್ಲಿ ಕೆಲಸ ಮಾಡುತ್ತಿದ್ದಾರೆ. ಯಾವಾಗ ಕೇಳಿದರೂ ಆನಗೋಡಿನಲ್ಲಿದ್ದೇನೆ ಎಂದು ಸಬೂಬು ಹೇಳುತ್ತಾರೆ. ಸಾರ್ವಜನಿಕರ ಕೆಲಸಗಳು ಆಗುತ್ತಿಲ್ಲ. ಗ್ರಾಮದ ಚರಂಡಿ ಸ್ವಚ್ಛತೆ, ಕುಡಿಯುವ ನೀರು, ಬೀದಿದೀಪ ಸಮಸ್ಯೆಗಳು ಹಾಗೆಯೇ ಉಳಿದಿವೆ. ಈ ಬಗ್ಗೆ ತಾಲ್ಲೂಕು ಪಂಚಾಯಿತಿ ಅಧಿಕಾರಿಗಳಿಗೆ ದೂರು ನೀಡಿದರೂ ಪ್ರಯೋಜನವಾಗಿಲ್ಲ ಎಂದು ಸದಸ್ಯರು ದೂರಿದರು. [12,157,146,363]
story-body: ಚೀನದುರ್ಗ (ಗ್ರಾಮಣಿ): ತಾಲ್ಲೂಕಿನ ಜಿನಜಾಪ್ಪ ಗ್ರಾಮದಲ್ಲಿ ೫೨ ಕುರಿಗಳು ಮೃತಪಟ್ಟಿದ್ದು, ಇನ್ನೂ ಕೆಲವು ತೀವ್ರ ಅಸ್ವಸ್ಥಗೊಂಡಿರುವ ಘಟನೆ ಸೋಮವಾರ ರಾತ್ರಿ ನಡೆದಿದೆ. ವಿಷಾಹಾರ ಸೇವನೆ ಬಗ್ಗೆ ಶಂಕೆ ವ್ಯಕ್ತವಾಗಿದೆ. ಗ್ರಾಮದ ಕುರಿಗಾಹಿಗಳು ಸಮೀಪದ ಹೊಲದಲ್ಲಿ ಕುರಿಗಳನ್ನು ಮೇಯಿಸಿಕೊಂಡು ಬಂದ ನಂತರ ಸಂಜೆ ಕುರಿ ಹಟ್ಟಿಗೆ ತುಂಬಲಾಗಿತ್ತು. ರಾತ್ರಿ ಏಕಾಏಕಿ ಕುರಿಗಳು ಸಾಯಲು ಆರಂಭಿಸಿದವು. ಬೆಳಗಿನ ಜಾವದ ವೇಳೆಗೆ ೫೨ ಕುರಿಗಳು ಮೃತಪಟ್ಟಿವೆ. ಸುದ್ದಿ ತಿಳಿಯುತ್ತಿದ್ದಂತೆ ಕೂಡಲೇ ಸ್ಥಳಕ್ಕೆ ಭೇಟಿ ನೀಡಿದ ಪಶುಪಾಲನಾ ಇಲಾಖೆ ಅಧಿಕಾರಿಗಳು ಅಸ್ವಸ್ಥಗೊಂಡಿದ್ದ ಕುರಿಗಳಿಗೆ ಚಿಕಿತ್ಸೆ ನೀಡಿದರು. ಸುದ್ದಿಗಾರರೊಂದಿಗೆ ಕೂಡ್ಲಿಗಿಯಲ್ಲಿ ಮಂಗಳವಾರ ಆಯೋಜಿಸಿದ್ದ ಕಾರ್ಯಕ್ರಮದಲ್ಲಿ ಜಿಲ್ಲಾಧಿಕಾರಿ ಡಿ.ಎಸ್.ಆದೇಶಪ್ಪ ಪ್ರತಿಕ್ರಿಯಿಸಿ, ಮೃತಪಟ್ಟ ಕುರಿಗಳ ಮಾಲೀಕರಿಗೆ ಸರ್ಕಾರದಿಂದ ಪರಿಹಾರ ಒದಗಿಸಲು ಕ್ರಮ ಕೈಗೊಳ್ಳಲಾಗುವುದು ಎಂದರು. [12,573,146,791]
